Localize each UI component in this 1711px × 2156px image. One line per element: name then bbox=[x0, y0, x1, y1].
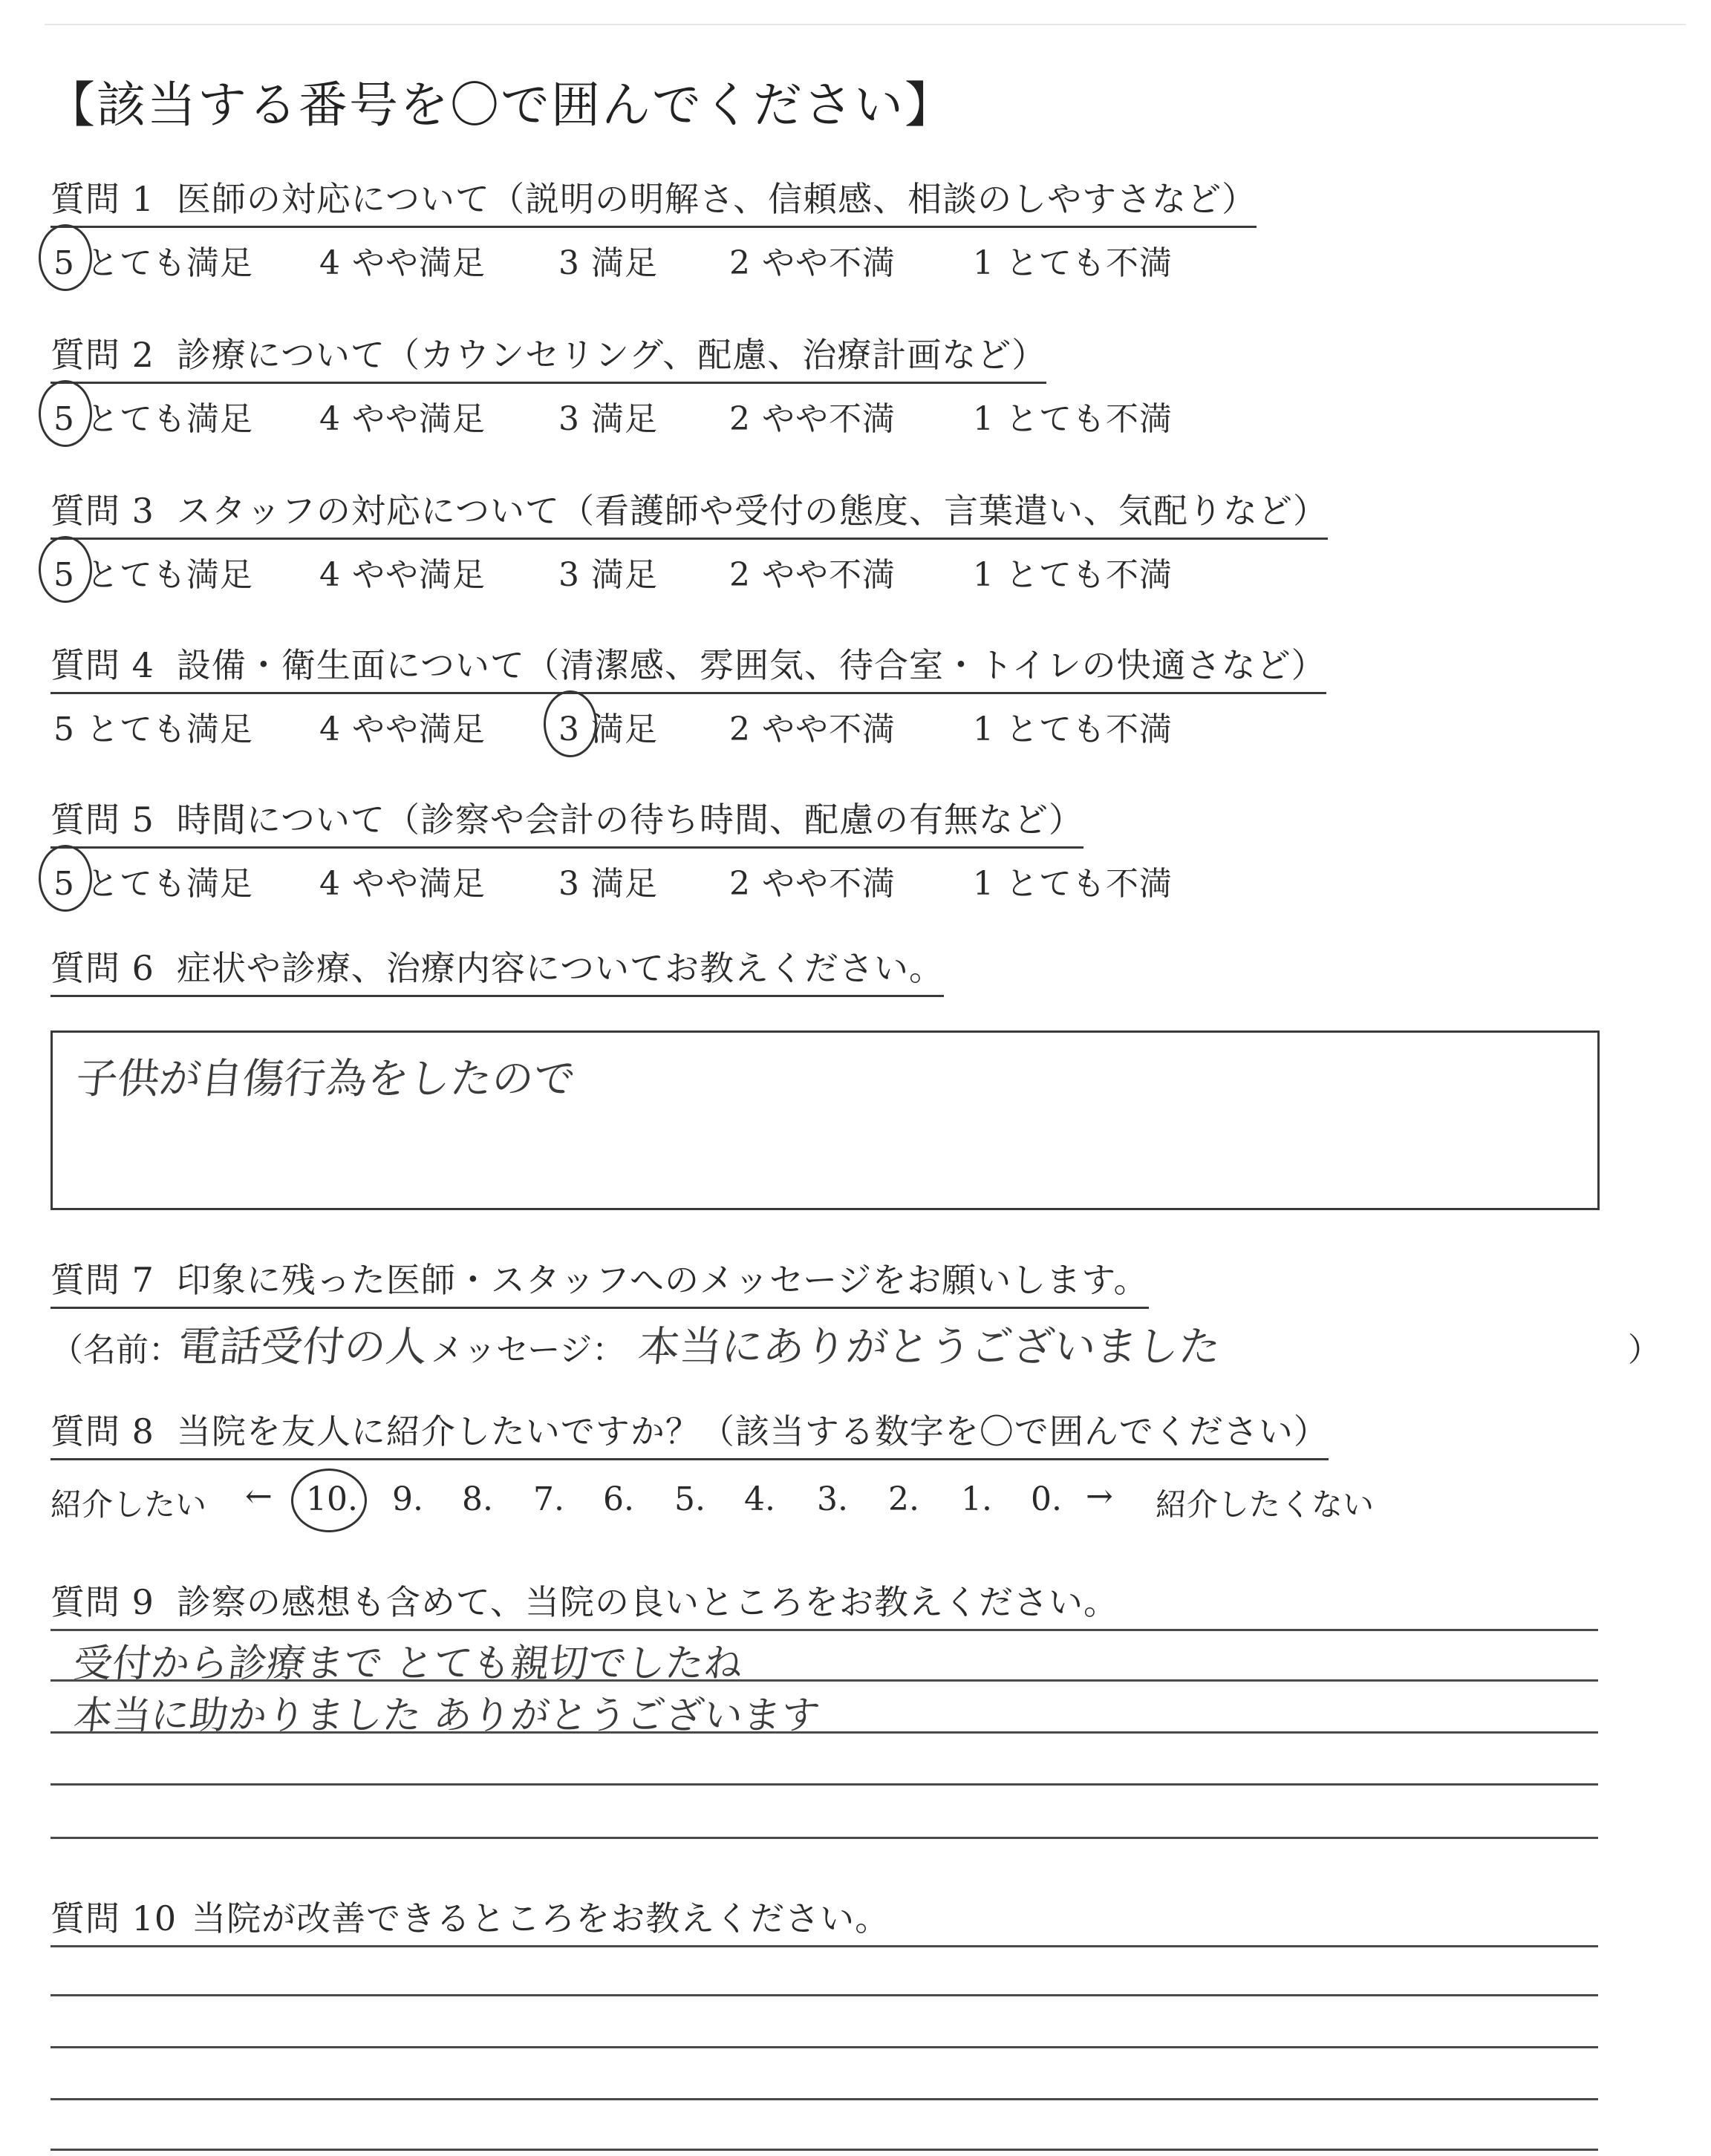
q9-rule bbox=[50, 1629, 1598, 1631]
q3-option-4[interactable]: 4 やや満足 bbox=[319, 556, 486, 594]
q8-scale-item[interactable]: 6. bbox=[603, 1480, 634, 1518]
q8-scale-item[interactable]: 4. bbox=[744, 1480, 775, 1518]
q6-text: 症状や診療、治療内容についてお教えください。 bbox=[176, 948, 944, 988]
q5-text: 時間について（診察や会計の待ち時間、配慮の有無など） bbox=[176, 800, 1083, 840]
q4-number: 質問 4 bbox=[50, 645, 154, 685]
q3-option-1[interactable]: 1 とても不満 bbox=[973, 556, 1173, 594]
q5-option-3[interactable]: 3 満足 bbox=[558, 865, 658, 903]
q3-title bbox=[50, 484, 1328, 540]
q10-rule bbox=[50, 2046, 1598, 2048]
q8-scale-item[interactable]: 9. bbox=[392, 1480, 423, 1518]
q3-option-3[interactable]: 3 満足 bbox=[558, 556, 658, 594]
q8-number: 質問 8 bbox=[50, 1411, 154, 1451]
q8-scale-item[interactable]: 5. bbox=[674, 1480, 705, 1518]
q4-option-1[interactable]: 1 とても不満 bbox=[973, 710, 1173, 748]
q2-option-1[interactable]: 1 とても不満 bbox=[973, 400, 1173, 438]
q4-option-2[interactable]: 2 やや不満 bbox=[729, 710, 896, 748]
q4-title bbox=[50, 638, 1326, 694]
q2-text: 診療について（カウンセリング、配慮、治療計画など） bbox=[176, 335, 1047, 375]
q7-name-label: （名前： bbox=[50, 1331, 181, 1369]
q1-text: 医師の対応について（説明の明解さ、信頼感、相談のしやすさなど） bbox=[176, 179, 1257, 219]
q1-option-2[interactable]: 2 やや不満 bbox=[729, 244, 896, 282]
q3-number: 質問 3 bbox=[50, 491, 154, 531]
q10-rule bbox=[50, 2149, 1598, 2151]
page-header: 【該当する番号を〇で囲んでください】 bbox=[46, 76, 955, 134]
q1-option-1[interactable]: 1 とても不満 bbox=[973, 244, 1173, 282]
q8-scale-item[interactable]: 2. bbox=[888, 1480, 919, 1518]
q8-right-arrow: → bbox=[1086, 1477, 1113, 1515]
q10-rule bbox=[50, 2098, 1598, 2100]
top-border bbox=[45, 24, 1686, 25]
q1-selection-circle bbox=[39, 224, 92, 291]
q7-text: 印象に残った医師・スタッフへのメッセージをお願いします。 bbox=[176, 1260, 1149, 1300]
q4-option-5[interactable]: 5 とても満足 bbox=[53, 710, 253, 748]
q8-text: 当院を友人に紹介したいですか？（該当する数字を〇で囲んでください） bbox=[176, 1411, 1329, 1451]
q10-title bbox=[50, 1892, 890, 1941]
q7-number: 質問 7 bbox=[50, 1260, 154, 1300]
q3-text: スタッフの対応について（看護師や受付の態度、言葉遣い、気配りなど） bbox=[176, 491, 1328, 531]
q2-title bbox=[50, 328, 1046, 384]
q9-answer-line-1: 受付から診療まで とても親切でしたね bbox=[71, 1642, 746, 1686]
q6-answer-box[interactable] bbox=[50, 1030, 1600, 1210]
q6-answer: 子供が自傷行為をしたので bbox=[74, 1055, 578, 1103]
q3-option-2[interactable]: 2 やや不満 bbox=[729, 556, 896, 594]
q10-number: 質問 10 bbox=[50, 1898, 177, 1938]
q10-text: 当院が改善できるところをお教えください。 bbox=[192, 1898, 890, 1938]
q2-option-3[interactable]: 3 満足 bbox=[558, 400, 658, 438]
q8-left-label: 紹介したい bbox=[50, 1486, 207, 1523]
q10-rule bbox=[50, 1945, 1598, 1947]
q2-number: 質問 2 bbox=[50, 335, 154, 375]
q9-rule bbox=[50, 1783, 1598, 1786]
q8-scale-item[interactable]: 7. bbox=[533, 1480, 564, 1518]
q9-title bbox=[50, 1575, 1118, 1631]
q2-option-4[interactable]: 4 やや満足 bbox=[319, 400, 486, 438]
q8-scale-item[interactable]: 3. bbox=[817, 1480, 848, 1518]
q2-selection-circle bbox=[39, 380, 92, 447]
q1-number: 質問 1 bbox=[50, 179, 154, 219]
q1-title bbox=[50, 172, 1257, 228]
q2-option-5[interactable]: 5 とても満足 bbox=[53, 400, 253, 438]
q8-scale-item[interactable]: 10. bbox=[306, 1480, 358, 1518]
q6-number: 質問 6 bbox=[50, 948, 154, 988]
q8-scale-item[interactable]: 1. bbox=[961, 1480, 992, 1518]
q5-number: 質問 5 bbox=[50, 800, 154, 840]
q8-right-label: 紹介したくない bbox=[1156, 1486, 1375, 1523]
q10-rule bbox=[50, 1994, 1598, 1996]
q7-close-paren: ） bbox=[1628, 1331, 1661, 1369]
q8-title bbox=[50, 1405, 1329, 1460]
q5-option-2[interactable]: 2 やや不満 bbox=[729, 865, 896, 903]
q7-title bbox=[50, 1253, 1149, 1309]
q2-option-2[interactable]: 2 やや不満 bbox=[729, 400, 896, 438]
q5-option-5[interactable]: 5 とても満足 bbox=[53, 865, 253, 903]
q5-title bbox=[50, 793, 1083, 849]
q8-left-arrow: ← bbox=[245, 1477, 273, 1515]
q1-option-4[interactable]: 4 やや満足 bbox=[319, 244, 486, 282]
q1-option-5[interactable]: 5 とても満足 bbox=[53, 244, 253, 282]
q4-text: 設備・衛生面について（清潔感、雰囲気、待合室・トイレの快適さなど） bbox=[176, 645, 1326, 685]
q5-selection-circle bbox=[39, 845, 92, 912]
q7-name-value: 電話受付の人 bbox=[175, 1323, 430, 1371]
q3-option-5[interactable]: 5 とても満足 bbox=[53, 556, 253, 594]
q8-scale-item[interactable]: 8. bbox=[462, 1480, 493, 1518]
q4-option-3[interactable]: 3 満足 bbox=[558, 710, 658, 748]
q7-message-label: メッセージ： bbox=[431, 1331, 625, 1369]
q8-scale-item[interactable]: 0. bbox=[1031, 1480, 1062, 1518]
q8-selection-circle bbox=[291, 1469, 367, 1532]
q4-option-4[interactable]: 4 やや満足 bbox=[319, 710, 486, 748]
q4-selection-circle bbox=[544, 690, 597, 757]
q9-answer-line-2: 本当に助かりました ありがとうございます bbox=[71, 1693, 823, 1738]
q7-message-value: 本当にありがとうございました bbox=[636, 1323, 1223, 1371]
q6-title bbox=[50, 941, 944, 997]
q9-text: 診察の感想も含めて、当院の良いところをお教えください。 bbox=[176, 1582, 1118, 1622]
q5-option-1[interactable]: 1 とても不満 bbox=[973, 865, 1173, 903]
q1-option-3[interactable]: 3 満足 bbox=[558, 244, 658, 282]
q5-option-4[interactable]: 4 やや満足 bbox=[319, 865, 486, 903]
q9-rule bbox=[50, 1837, 1598, 1839]
q9-number: 質問 9 bbox=[50, 1582, 154, 1622]
q3-selection-circle bbox=[39, 536, 92, 603]
